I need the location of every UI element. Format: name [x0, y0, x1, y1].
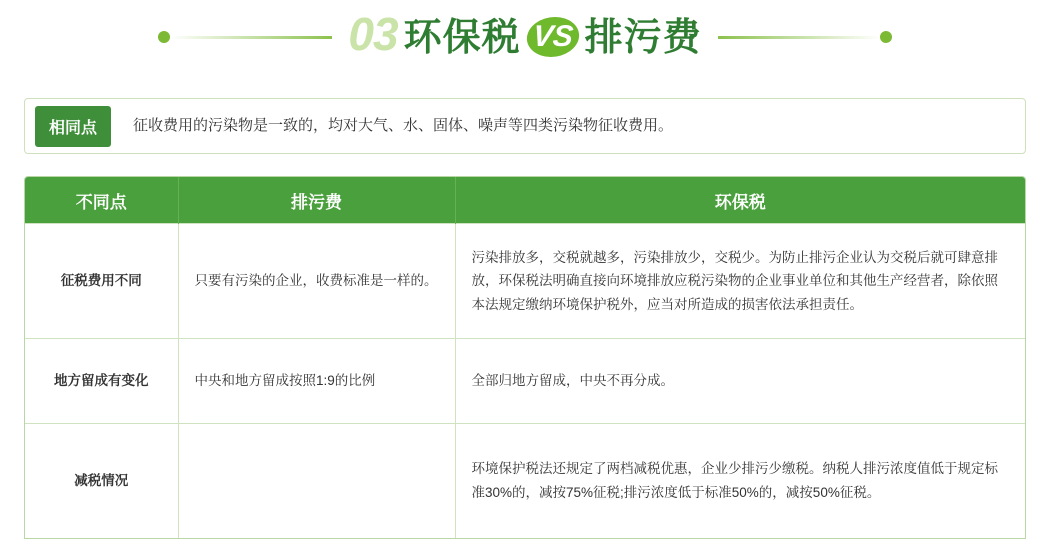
- similarity-box: [24, 98, 1026, 154]
- vs-badge: VS: [524, 17, 580, 57]
- table-header-row: [25, 177, 1025, 224]
- row-title: 征税费用不同: [25, 224, 178, 339]
- row-tax-cell: 全部归地方留成，中央不再分成。: [455, 339, 1025, 424]
- similarity-label: 相同点: [35, 106, 111, 147]
- row-fee-cell: [178, 424, 455, 539]
- column-header-tax: 环保税: [455, 177, 1025, 224]
- row-fee-cell: 只要有污染的企业，收费标准是一样的。: [178, 224, 455, 339]
- title-right: 排污费: [584, 17, 702, 59]
- comparison-table: [24, 176, 1026, 539]
- row-title: 减税情况: [25, 424, 178, 539]
- row-tax-cell: 污染排放多，交税就越多，污染排放少，交税少。为防止排污企业认为交税后就可肆意排放，环保税法明确直接向环境排放应税污染物的企业事业单位和其他生产经营者，除依照本法规定缴纳环境保护税外，应当对所造成的损害依法承担责任。: [455, 224, 1025, 339]
- page-header: [0, 0, 1050, 72]
- row-title: 地方留成有变化: [25, 339, 178, 424]
- row-tax-cell: 环境保护税法还规定了两档减税优惠，企业少排污少缴税。纳税人排污浓度值低于规定标准30%的，减按75%征税;排污浓度低于标准50%的，减按50%征税。: [455, 424, 1025, 539]
- column-header-fee: 排污费: [178, 177, 455, 224]
- table-row: [25, 224, 1025, 339]
- section-number: 03: [348, 8, 398, 60]
- row-fee-cell: 中央和地方留成按照1:9的比例: [178, 339, 455, 424]
- title-left: 环保税: [403, 17, 521, 59]
- table-row: [25, 424, 1025, 539]
- page-title: [332, 8, 717, 61]
- column-header-difference: 不同点: [25, 177, 178, 224]
- similarity-text: 征收费用的污染物是一致的，均对大气、水、固体、噪声等四类污染物征收费用。: [133, 116, 674, 134]
- table-row: [25, 339, 1025, 424]
